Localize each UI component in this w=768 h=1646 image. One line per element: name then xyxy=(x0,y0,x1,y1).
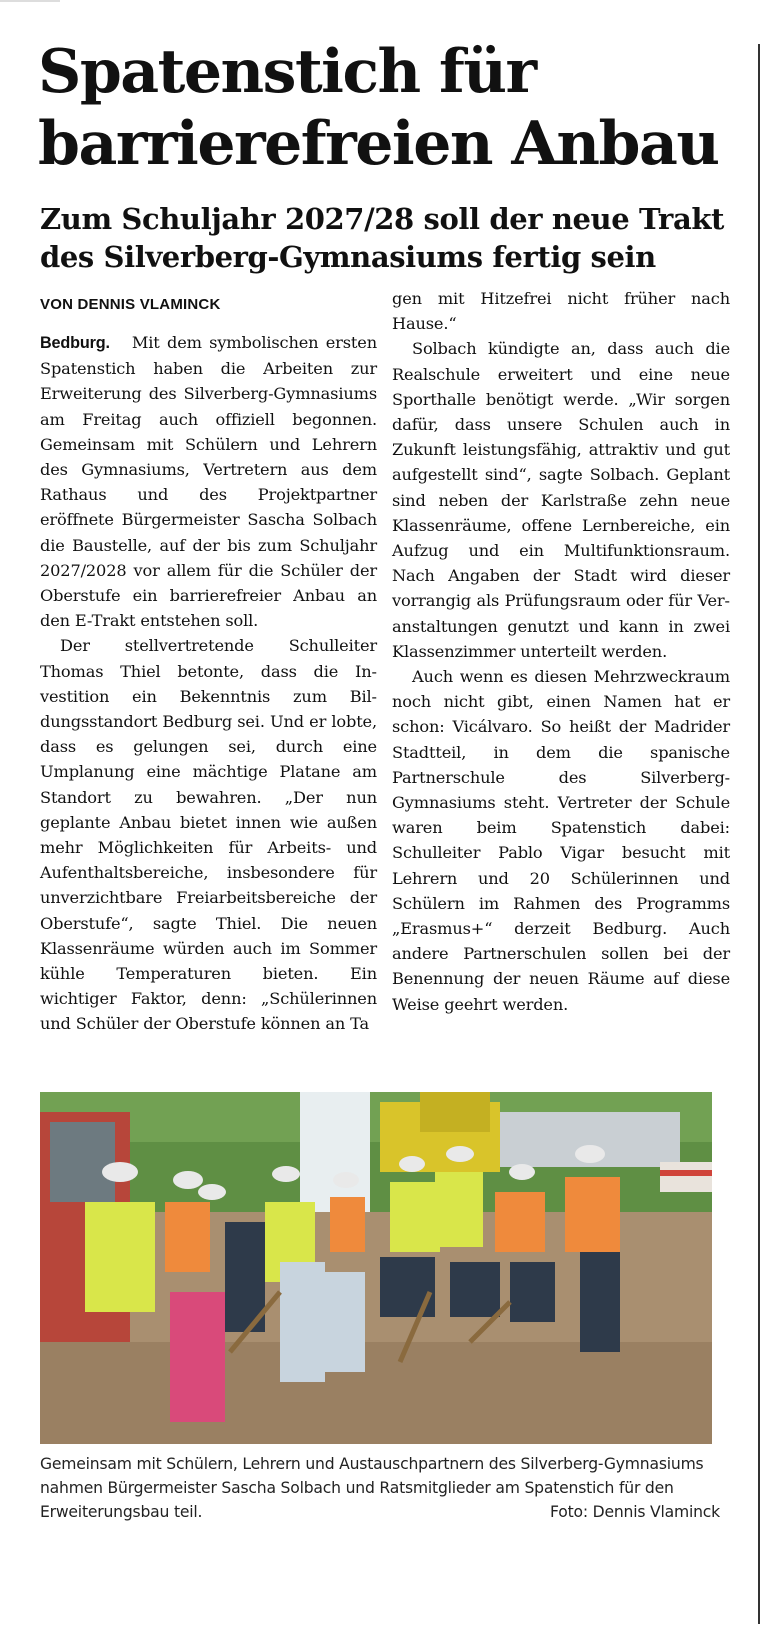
paragraph: Der stellvertretende Schulleiter Thomas Thiel betonte, dass die Investition ein Bekenntnis zum Bildungsstandort Bedburg sei. Und er lobte, dass es gelungen sei, durch eine Umplanung eine mächtige Platane am Standort zu bewahren. „Der nun geplante Anbau bietet innen wie außen mehr Möglichkeiten für Arbeits- und Aufenthaltsbereiche, insbesondere für unverzichtbare Freiarbeitsbereiche der Oberstufe“, sagte Thiel. Die neuen Klassenräume würden auch im Sommer kühle Temperaturen bieten. Ein wichtiger Faktor, denn: „Schülerinnen und Schüler der Oberstufe können an Ta xyxy=(40,636,377,1034)
dateline-place: Bedburg. xyxy=(40,334,110,352)
column-rule xyxy=(758,44,760,1624)
byline: VON DENNIS VLAMINCK xyxy=(40,296,221,313)
groundbreaking-photo xyxy=(40,1092,712,1444)
photo-credit: Foto: Dennis Vlaminck xyxy=(550,1503,720,1521)
caption-text: Gemeinsam mit Schülern, Lehrern und Austauschpartnern des Silverberg-Gymnasiums nahmen Bürgermeister Sascha Solbach und Ratsmitglieder am Spatenstich für den Erweiterungsbau teil. xyxy=(40,1455,704,1521)
paragraph-continuation: gen mit Hitzefrei nicht früher nach Hause.“ xyxy=(392,289,730,334)
paragraph: Auch wenn es diesen Mehrzweckraum noch nicht gibt, einen Namen hat er schon: Vicálvaro. So heißt der Madrider Stadtteil, in dem die spanische Partnerschule des Silverberg-Gymnasiums steht. Vertreter der Schule waren beim Spatenstich dabei: Schulleiter Pablo Vigar besucht mit Lehrern und 20 Schülerinnen und Schülern im Rahmen des Programms „Erasmus+“ derzeit Bedburg. Auch andere Partnerschulen sollen bei der Benennung der neuen Räume auf diese Weise geehrt werden. xyxy=(392,667,730,1014)
paragraph: Solbach kündigte an, dass auch die Realschule erweitert und eine neue Sporthalle benötigt werde. „Wir sorgen dafür, dass unsere Schulen auch in Zukunft leistungsfähig, attraktiv und gut aufgestellt sind“, sagte Solbach. Geplant sind neben der Karlstraße zehn neue Klassenräume, offene Lernbereiche, ein Aufzug und ein Multifunktionsraum. Nach Angaben der Stadt wird dieser vorrangig als Prüfungsraum oder für Veranstaltungen genutzt und kann in zwei Klassenzimmer unterteilt werden. xyxy=(392,339,730,661)
photo-caption xyxy=(40,1452,720,1524)
headline: Spatenstich für barrierefreien Anbau xyxy=(38,37,719,179)
subheadline: Zum Schuljahr 2027/28 soll der neue Trakt des Silverberg-Gymnasiums fertig sein xyxy=(40,202,725,274)
top-rule xyxy=(0,0,60,2)
lead-text: Mit dem symbolischen ersten Spatenstich haben die Arbeiten zur Erweiterung des Silverberg-Gymnasiums am Freitag auch offiziell begonnen. Gemeinsam mit Schülern und Lehrern des Gymnasiums, Vertretern aus dem Rathaus und des Projektpartner eröffnete Bürgermeister Sascha Solbach die Baustelle, auf der bis zum Schuljahr 2027/2028 vor allem für die Schüler der Oberstufe ein barrierefreier Anbau an den E-Trakt entstehen soll. xyxy=(40,333,377,631)
lead-paragraph xyxy=(40,330,377,633)
article-column-right xyxy=(392,286,730,1017)
article-column-left xyxy=(40,330,377,1037)
photo-illustration xyxy=(40,1092,712,1444)
